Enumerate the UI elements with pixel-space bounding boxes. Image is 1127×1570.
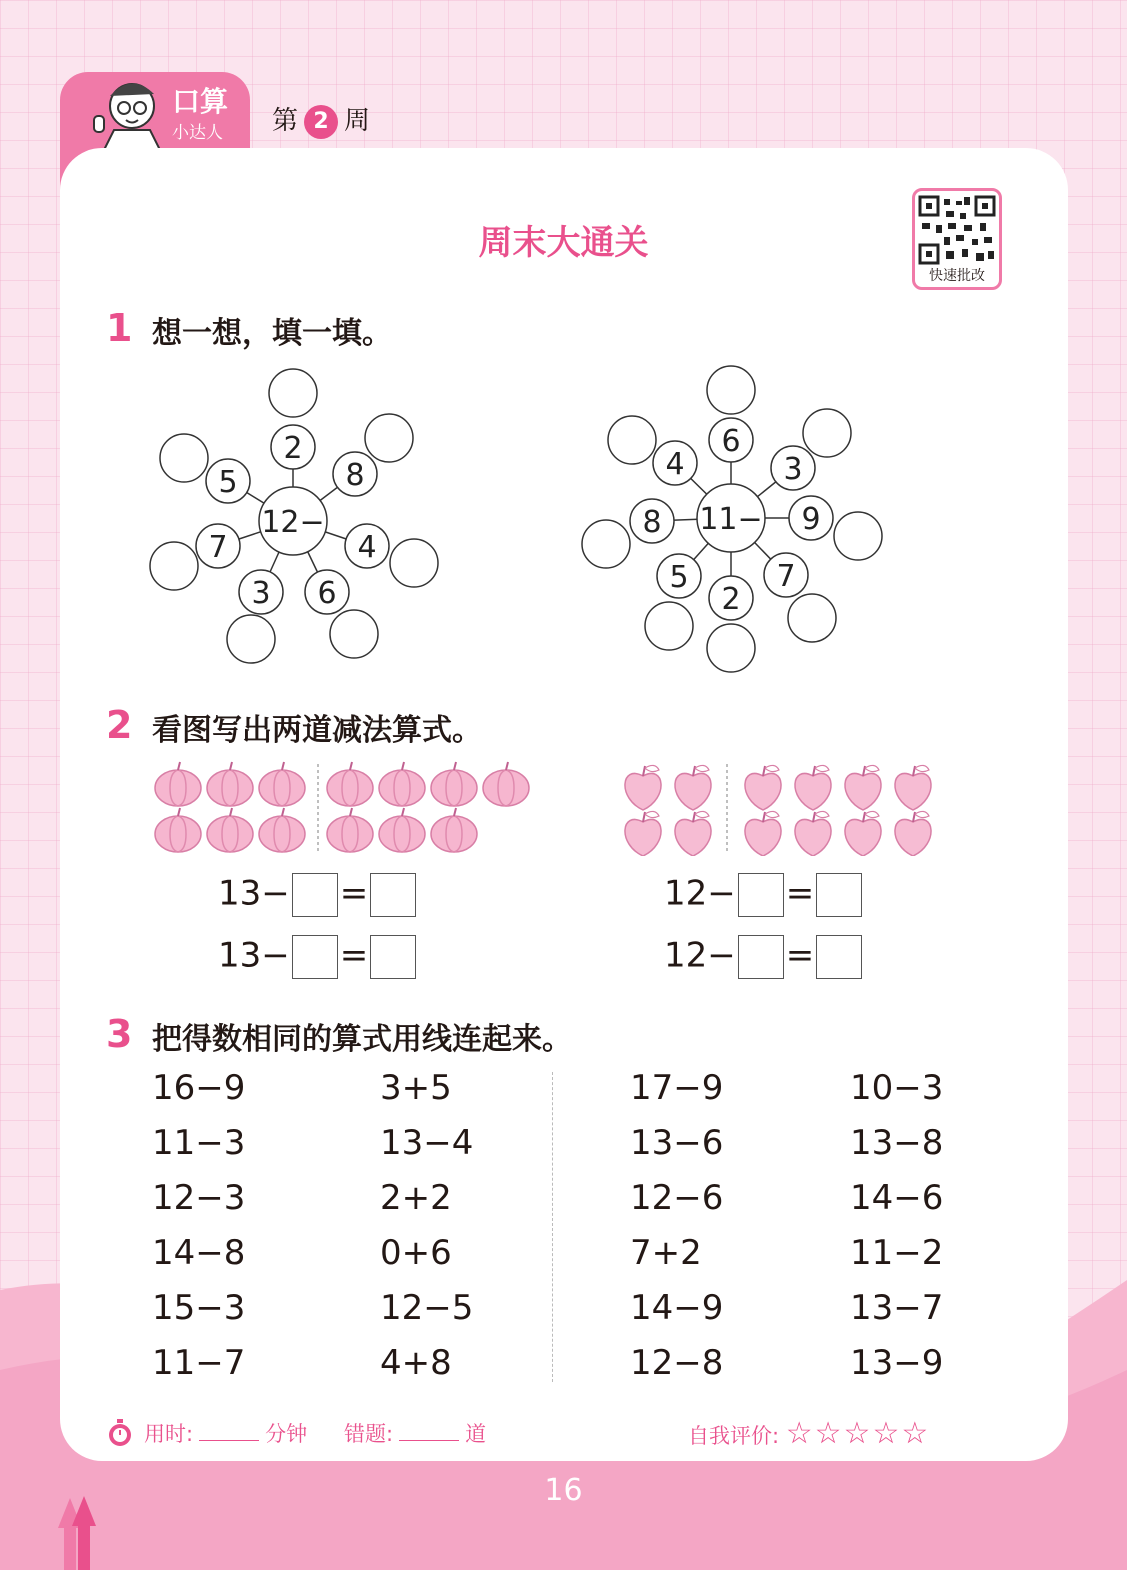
expression-item[interactable]: 12−6 <box>630 1178 724 1218</box>
equation-row <box>664 873 864 917</box>
pumpkin-picture <box>150 760 540 856</box>
page-title: 周末大通关 <box>478 223 649 263</box>
time-field[interactable] <box>144 1418 307 1448</box>
qr-label: 快速批改 <box>929 268 985 284</box>
expression-item[interactable]: 14−8 <box>152 1233 246 1273</box>
wheel-1-spoke: 3 <box>251 576 271 611</box>
equals-sign: = <box>339 935 369 976</box>
question-3-text: 把得数相同的算式用线连起来。 <box>152 1022 572 1057</box>
answer-box[interactable] <box>370 935 416 979</box>
equation-prefix: 13− <box>218 873 290 914</box>
apple-icon <box>625 765 931 856</box>
question-2-text: 看图写出两道减法算式。 <box>152 713 482 748</box>
wheel-1-spoke: 6 <box>317 576 337 611</box>
wheel-2-spoke: 2 <box>721 582 741 617</box>
column-divider <box>552 1072 553 1382</box>
equals-sign: = <box>339 873 369 914</box>
number-wheel-2 <box>570 360 900 680</box>
answer-box[interactable] <box>292 873 338 917</box>
expression-item[interactable]: 15−3 <box>152 1288 246 1328</box>
equals-sign: = <box>785 935 815 976</box>
expression-item[interactable]: 10−3 <box>850 1068 944 1108</box>
errors-unit: 道 <box>465 1422 487 1446</box>
self-eval-label: 自我评价: <box>688 1424 780 1448</box>
qr-code-icon <box>918 195 996 265</box>
rating-stars[interactable]: ☆☆☆☆☆ <box>785 1416 931 1451</box>
expression-item[interactable]: 13−4 <box>380 1123 474 1163</box>
expression-item[interactable]: 11−3 <box>152 1123 246 1163</box>
errors-field[interactable] <box>344 1418 486 1448</box>
wheel-2-spoke: 7 <box>776 559 796 594</box>
wheel-1-spoke: 8 <box>345 458 365 493</box>
wheel-2-center: 11− <box>699 502 763 537</box>
expression-item[interactable]: 16−9 <box>152 1068 246 1108</box>
equation-prefix: 12− <box>664 873 736 914</box>
expression-item[interactable]: 14−6 <box>850 1178 944 1218</box>
pencil-decoration-icon <box>54 1492 100 1570</box>
expression-item[interactable]: 12−5 <box>380 1288 474 1328</box>
equation-prefix: 13− <box>218 935 290 976</box>
wheel-2-spoke: 9 <box>801 502 821 537</box>
expression-item[interactable]: 11−2 <box>850 1233 944 1273</box>
answer-box[interactable] <box>816 873 862 917</box>
wheel-1-spoke: 4 <box>357 530 377 565</box>
answer-box[interactable] <box>738 873 784 917</box>
equals-sign: = <box>785 873 815 914</box>
wheel-1-spoke: 7 <box>208 530 228 565</box>
expression-item[interactable]: 14−9 <box>630 1288 724 1328</box>
tab-subtitle: 小达人 <box>172 123 223 143</box>
mascot-icon <box>80 72 170 150</box>
wheel-2-spoke: 4 <box>665 447 685 482</box>
week-number: 2 <box>304 105 338 139</box>
equation-prefix: 12− <box>664 935 736 976</box>
wheel-2-spoke: 6 <box>721 424 741 459</box>
expression-item[interactable]: 13−6 <box>630 1123 724 1163</box>
number-wheel-1 <box>130 360 490 680</box>
expression-item[interactable]: 11−7 <box>152 1343 246 1383</box>
pumpkin-icon <box>155 762 529 852</box>
week-prefix: 第 <box>272 106 299 136</box>
expression-item[interactable]: 7+2 <box>630 1233 702 1273</box>
question-1-number: 1 <box>106 306 133 350</box>
wheel-1-spoke: 2 <box>283 431 303 466</box>
wheel-1-center: 12− <box>261 505 325 540</box>
expression-item[interactable]: 4+8 <box>380 1343 452 1383</box>
wheel-1-spoke: 5 <box>218 465 238 500</box>
equation-row <box>218 935 418 979</box>
apple-picture <box>615 760 945 856</box>
self-evaluation <box>688 1416 930 1451</box>
answer-box[interactable] <box>738 935 784 979</box>
time-unit: 分钟 <box>265 1422 308 1446</box>
week-suffix: 周 <box>344 106 371 136</box>
answer-box[interactable] <box>370 873 416 917</box>
answer-box[interactable] <box>292 935 338 979</box>
expression-item[interactable]: 0+6 <box>380 1233 452 1273</box>
question-3-number: 3 <box>106 1012 133 1056</box>
tab-title: 口算 <box>172 85 229 118</box>
errors-label: 错题: <box>344 1422 394 1446</box>
question-1-text: 想一想，填一填。 <box>152 316 392 351</box>
time-blank[interactable] <box>199 1440 259 1441</box>
time-label: 用时: <box>144 1422 194 1446</box>
wheel-2-spoke: 5 <box>669 560 689 595</box>
question-2-number: 2 <box>106 703 133 747</box>
answer-box[interactable] <box>816 935 862 979</box>
stopwatch-icon <box>106 1418 134 1448</box>
expression-item[interactable]: 13−7 <box>850 1288 944 1328</box>
wheel-2-spoke: 8 <box>642 505 662 540</box>
equation-row <box>218 873 418 917</box>
expression-item[interactable]: 12−3 <box>152 1178 246 1218</box>
expression-item[interactable]: 3+5 <box>380 1068 452 1108</box>
expression-item[interactable]: 13−9 <box>850 1343 944 1383</box>
expression-item[interactable]: 17−9 <box>630 1068 724 1108</box>
expression-item[interactable]: 2+2 <box>380 1178 452 1218</box>
week-label <box>272 100 370 139</box>
expression-item[interactable]: 12−8 <box>630 1343 724 1383</box>
expression-item[interactable]: 13−8 <box>850 1123 944 1163</box>
wheel-2-spoke: 3 <box>783 452 803 487</box>
page-number: 16 <box>544 1473 583 1508</box>
errors-blank[interactable] <box>399 1440 459 1441</box>
equation-row <box>664 935 864 979</box>
